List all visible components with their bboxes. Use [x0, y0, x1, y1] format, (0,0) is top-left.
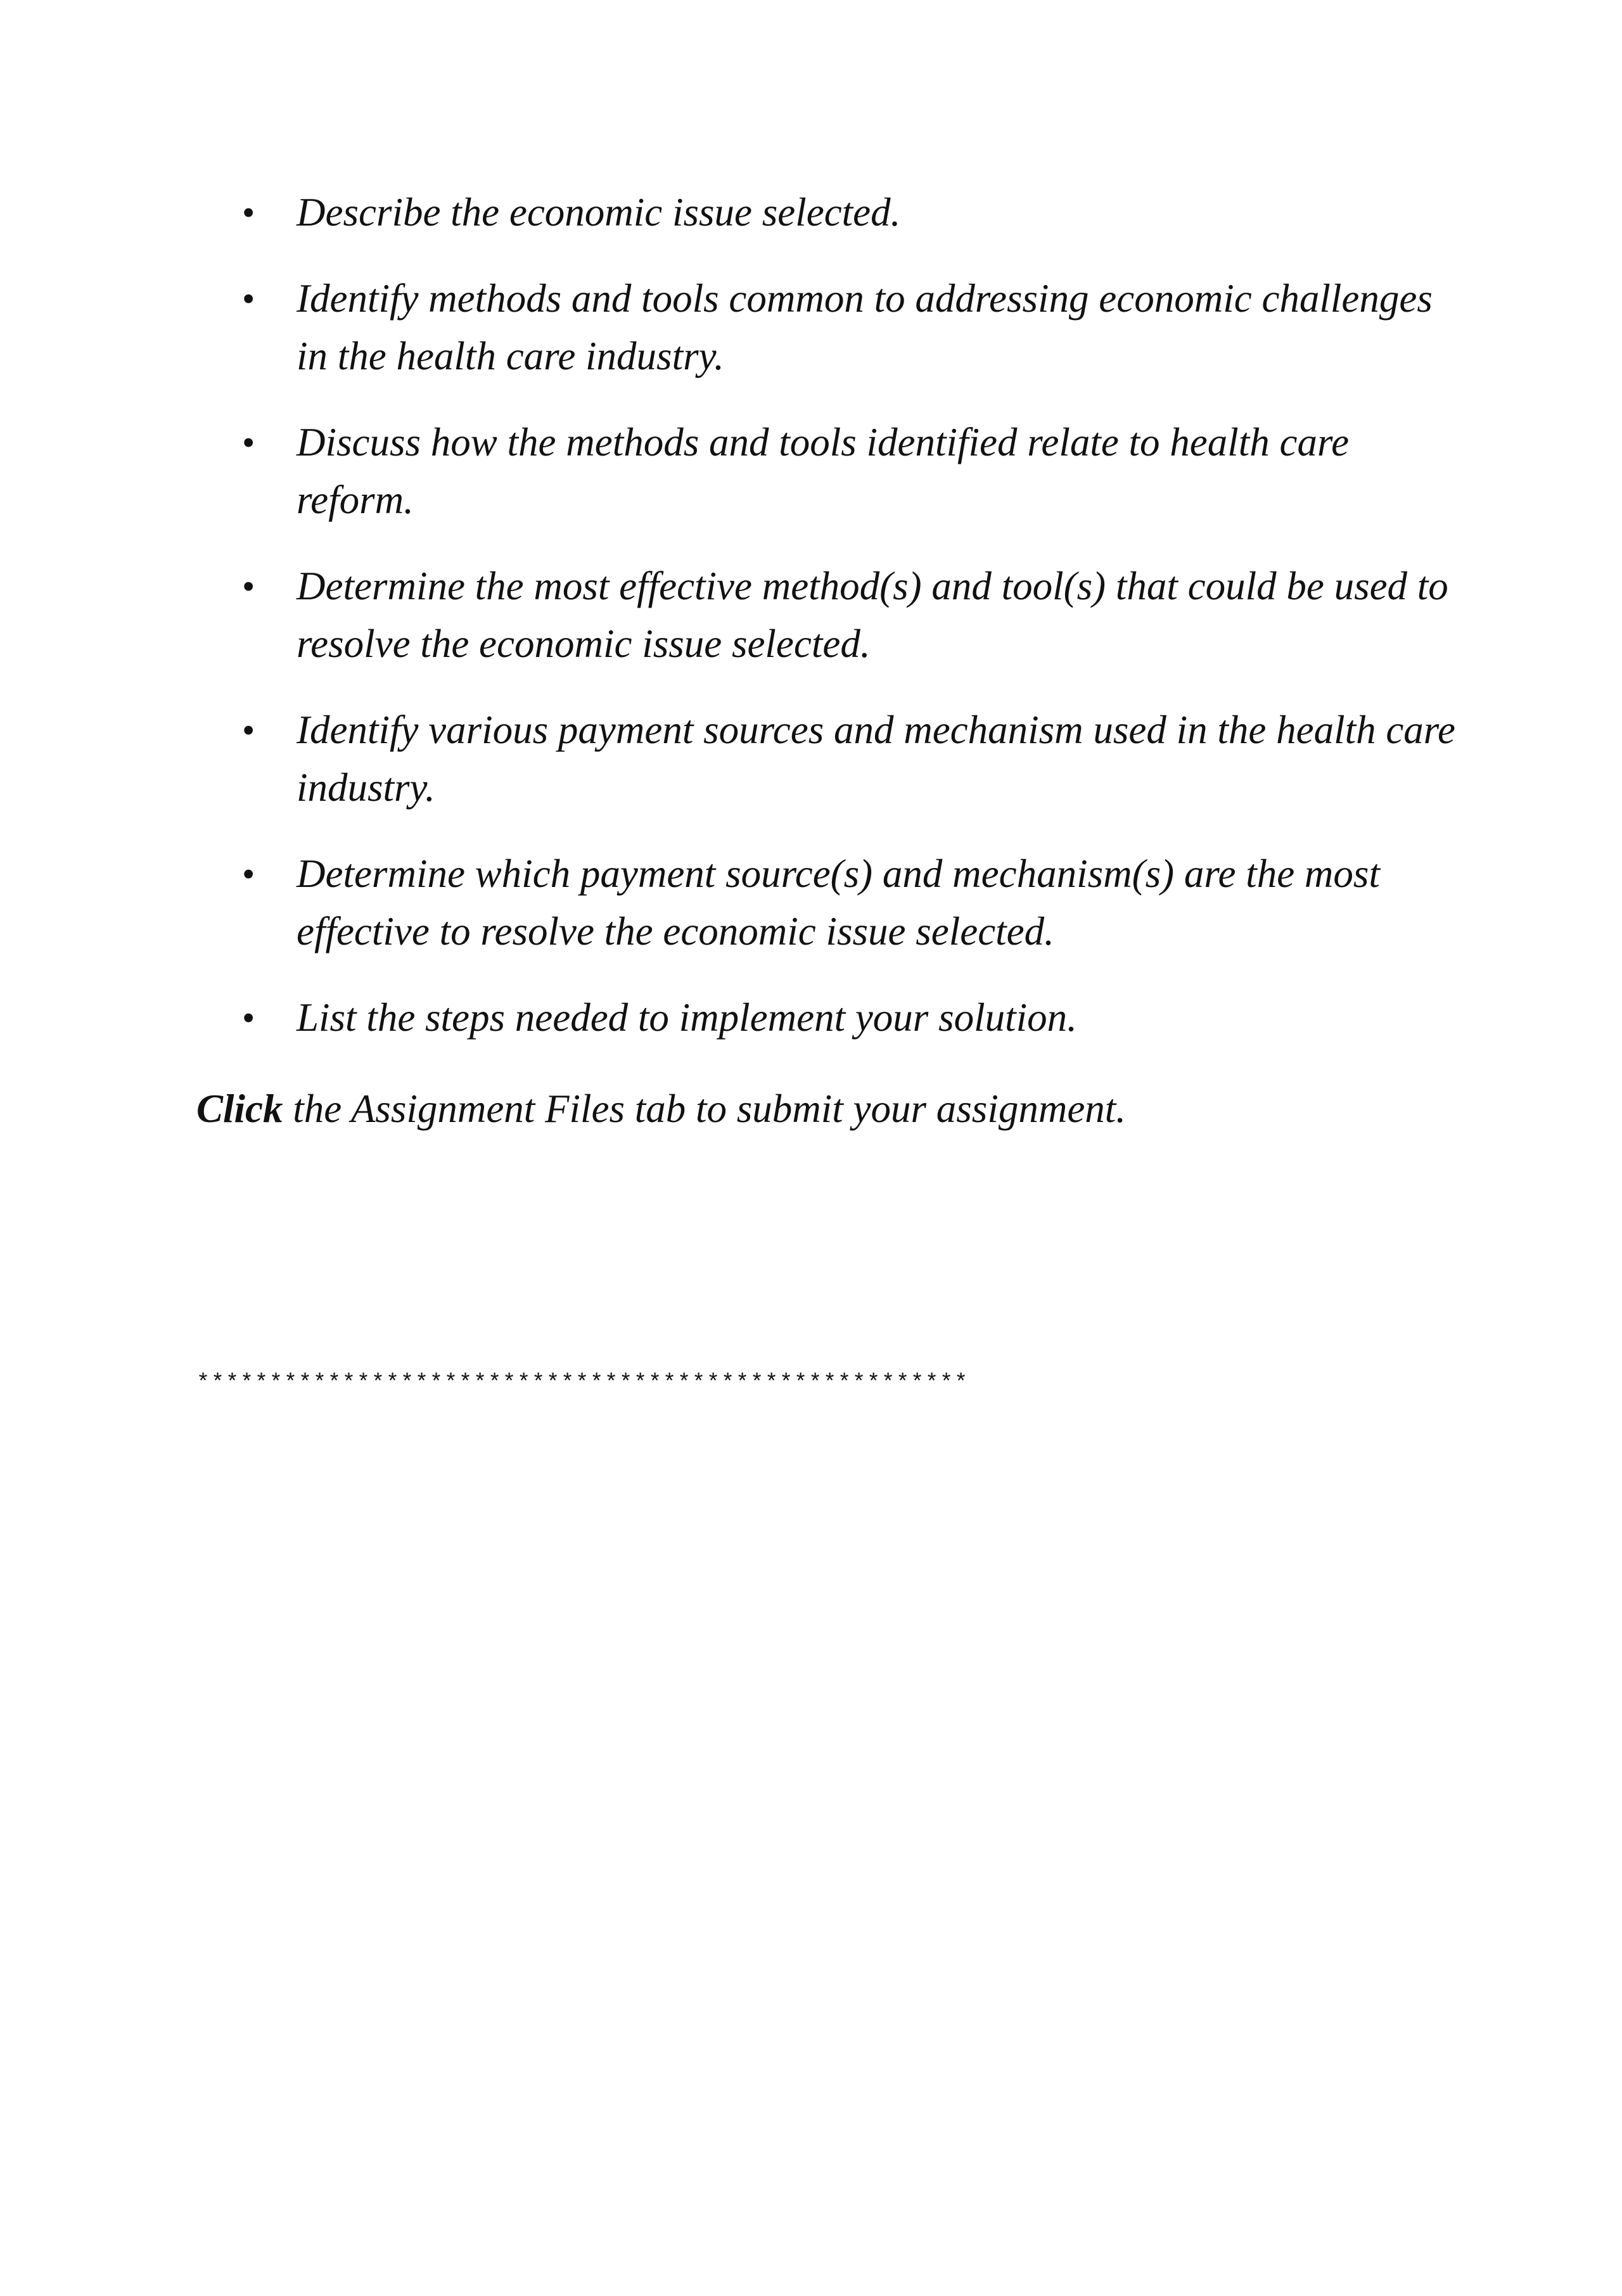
- bullet-icon: •: [242, 710, 255, 751]
- bullet-icon: •: [242, 278, 255, 319]
- list-item-text: Identify various payment sources and mechanism used in the health care industry.: [297, 708, 1455, 810]
- list-item: [196, 270, 1464, 385]
- bullet-icon: •: [242, 997, 255, 1038]
- list-item: [196, 558, 1464, 673]
- list-item: [196, 414, 1464, 529]
- asterisk-separator: *****************************************************: [196, 1370, 969, 1396]
- list-item-text: Describe the economic issue selected.: [297, 190, 901, 234]
- bullet-icon: •: [242, 192, 255, 233]
- submission-instruction: [196, 1080, 1527, 1138]
- list-item: [196, 989, 1464, 1047]
- list-item-text: Identify methods and tools common to addressing economic challenges in the health care industry.: [297, 276, 1433, 378]
- instruction-bold-word: Click: [196, 1087, 283, 1131]
- instruction-text: the Assignment Files tab to submit your assignment.: [283, 1087, 1127, 1131]
- list-item: [196, 845, 1464, 960]
- list-item-text: Determine the most effective method(s) and tool(s) that could be used to resolve the economic issue selected.: [297, 564, 1448, 666]
- list-item-text: Determine which payment source(s) and mechanism(s) are the most effective to resolve the economic issue selected.: [297, 851, 1380, 953]
- bullet-icon: •: [242, 566, 255, 607]
- list-item: [196, 184, 1464, 241]
- list-item-text: Discuss how the methods and tools identified relate to health care reform.: [297, 420, 1350, 522]
- bullet-icon: •: [242, 853, 255, 895]
- requirements-list: [196, 184, 1464, 1075]
- list-item: [196, 701, 1464, 817]
- list-item-text: List the steps needed to implement your solution.: [297, 995, 1077, 1040]
- bullet-icon: •: [242, 422, 255, 463]
